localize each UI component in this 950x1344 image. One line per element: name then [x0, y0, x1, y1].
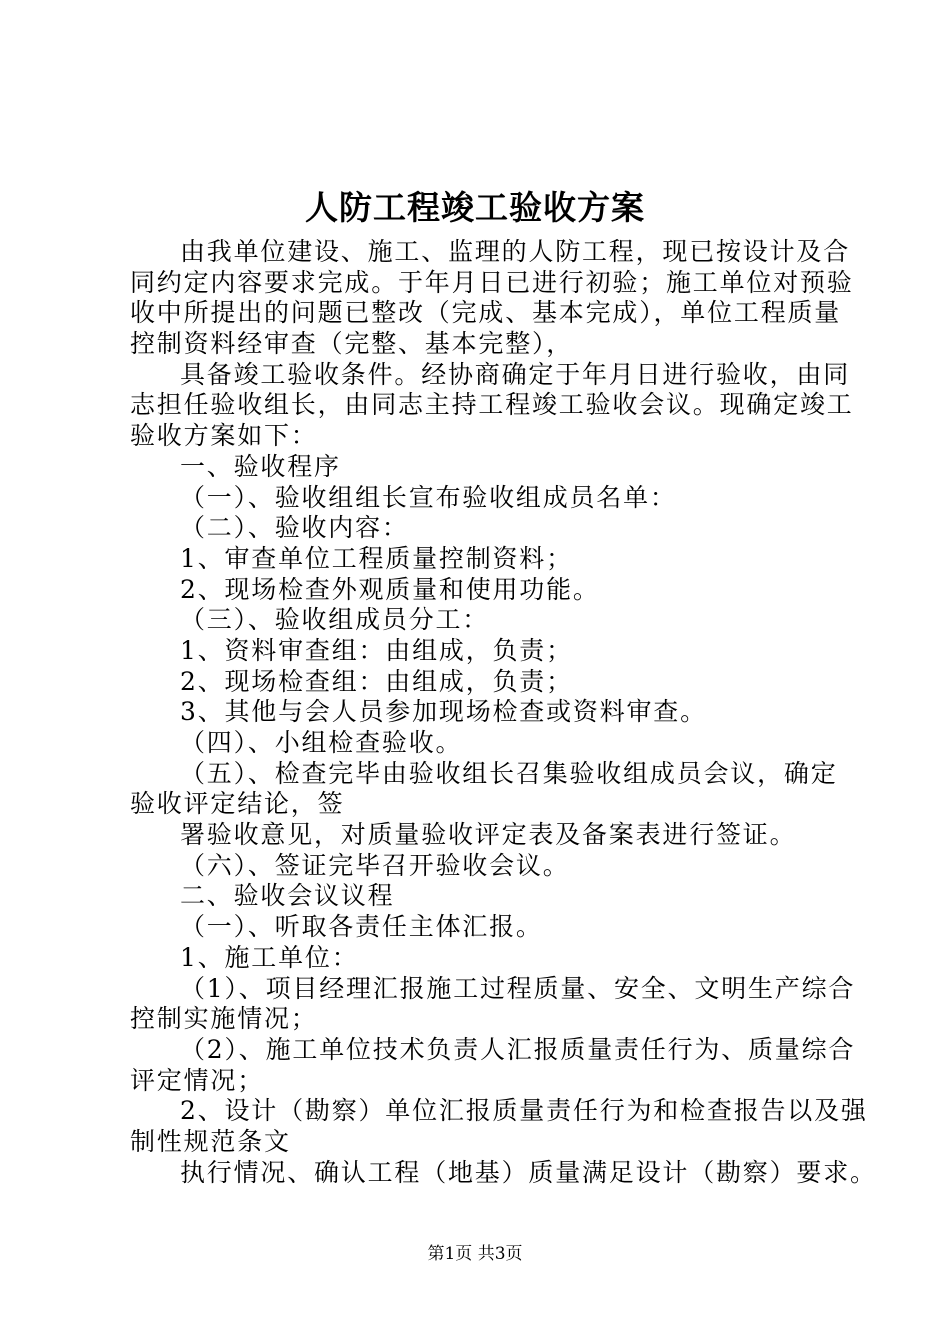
body-line: 收中所提出的问题已整改（完成、基本完成），单位工程质量	[130, 298, 842, 328]
body-line: 1、施工单位：	[180, 942, 359, 972]
page-footer: 第1页 共3页	[427, 1244, 523, 1264]
body-line: 控制资料经审查（完整、基本完整），	[130, 329, 574, 359]
body-line: 由我单位建设、施工、监理的人防工程，现已按设计及合	[180, 237, 851, 266]
body-line: 1、资料审查组：由组成，负责；	[180, 635, 573, 665]
body-line: （六）、签证完毕召开验收会议。	[180, 850, 570, 880]
body-line: 执行情况、确认工程（地基）质量满足设计（勘察）要求。	[180, 1157, 877, 1187]
body-line: 评定情况；	[130, 1065, 265, 1095]
document-title: 人防工程竣工验收方案	[305, 188, 645, 227]
body-line: 二、验收会议议程	[180, 881, 395, 911]
body-line: 署验收意见，对质量验收评定表及备案表进行签证。	[180, 820, 797, 850]
body-line: （二）、验收内容：	[180, 513, 409, 543]
body-line: （一）、验收组组长宣布验收组成员名单：	[180, 482, 677, 512]
body-line: 志担任验收组长，由同志主持工程竣工验收会议。现确定竣工	[130, 390, 854, 420]
body-line: （三）、验收组成员分工：	[180, 605, 490, 635]
body-line: 3、其他与会人员参加现场检查或资料审查。	[180, 697, 707, 727]
body-line: （一）、听取各责任主体汇报。	[180, 912, 543, 942]
body-line: 具备竣工验收条件。经协商确定于年月日进行验收，由同	[180, 359, 851, 389]
body-line: （1）、项目经理汇报施工过程质量、安全、文明生产综合	[180, 973, 856, 1003]
body-line: 2、设计（勘察）单位汇报质量责任行为和检查报告以及强	[180, 1096, 868, 1126]
body-line: 同约定内容要求完成。于年月日已进行初验；施工单位对预验	[130, 267, 854, 297]
body-line: （2）、施工单位技术负责人汇报质量责任行为、质量综合	[180, 1034, 856, 1064]
body-line: 制性规范条文	[130, 1126, 291, 1156]
body-line: 2、现场检查外观质量和使用功能。	[180, 574, 600, 604]
body-line: 验收评定结论，签	[130, 789, 345, 819]
body-line: 控制实施情况；	[130, 1004, 318, 1034]
body-line: （四）、小组检查验收。	[180, 728, 463, 757]
body-line: 验收方案如下：	[130, 421, 318, 451]
body-line: 2、现场检查组：由组成，负责；	[180, 666, 573, 696]
body-line: 一、验收程序	[180, 451, 341, 481]
body-line: （五）、检查完毕由验收组长召集验收组成员会议，确定	[180, 758, 838, 788]
document-body	[130, 237, 877, 1188]
body-line: 1、审查单位工程质量控制资料；	[180, 543, 573, 573]
